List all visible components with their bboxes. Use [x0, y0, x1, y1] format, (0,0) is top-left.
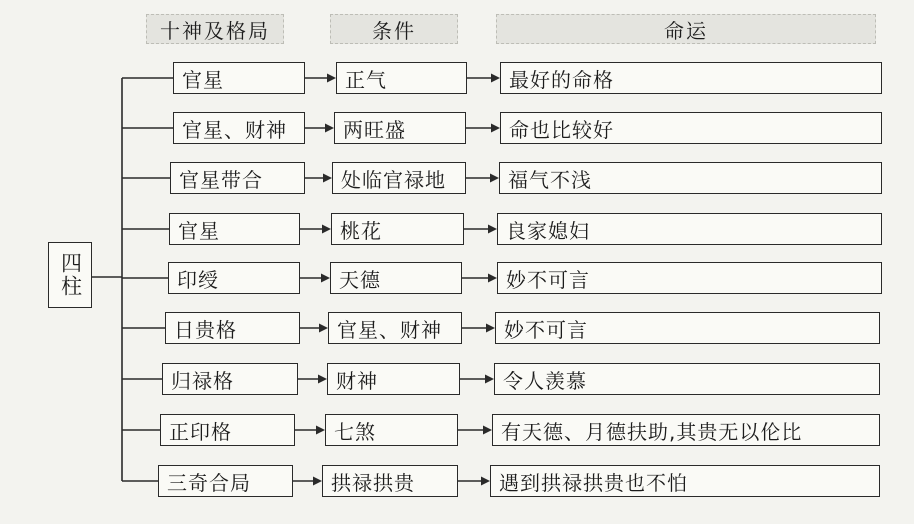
condition-box-5: 天德	[330, 262, 462, 294]
shishen-box-1: 官星	[173, 62, 305, 94]
arrow-head-b-7	[485, 375, 494, 384]
fate-box-9: 遇到拱禄拱贵也不怕	[490, 465, 880, 497]
fate-box-3: 福气不浅	[499, 162, 882, 194]
arrow-head-a-6	[319, 324, 328, 333]
shishen-box-7: 归禄格	[162, 363, 298, 395]
shishen-box-9: 三奇合局	[158, 465, 293, 497]
fate-box-7: 令人羡慕	[494, 363, 880, 395]
fate-box-4: 良家媳妇	[497, 213, 882, 245]
shishen-box-4: 官星	[169, 213, 300, 245]
arrow-head-b-3	[490, 174, 499, 183]
fate-box-8: 有天德、月德扶助,其贵无以伦比	[492, 414, 880, 446]
arrow-head-a-7	[318, 375, 327, 384]
condition-box-3: 处临官禄地	[332, 162, 466, 194]
condition-box-4: 桃花	[331, 213, 464, 245]
arrow-head-b-5	[488, 274, 497, 283]
arrow-head-b-4	[488, 225, 497, 234]
condition-box-7: 财神	[327, 363, 460, 395]
fate-box-2: 命也比较好	[500, 112, 882, 144]
arrow-head-b-2	[491, 124, 500, 133]
arrow-head-b-8	[483, 426, 492, 435]
arrow-head-a-8	[316, 426, 325, 435]
fate-box-1: 最好的命格	[500, 62, 882, 94]
root-node-sizhu: 四柱	[48, 242, 92, 308]
header-shishen: 十神及格局	[146, 14, 284, 44]
condition-box-6: 官星、财神	[328, 312, 462, 344]
header-fate: 命运	[496, 14, 876, 44]
shishen-box-8: 正印格	[160, 414, 295, 446]
shishen-box-5: 印绶	[168, 262, 300, 294]
arrow-head-b-6	[486, 324, 495, 333]
condition-box-1: 正气	[336, 62, 467, 94]
header-condition: 条件	[330, 14, 458, 44]
condition-box-2: 两旺盛	[334, 112, 466, 144]
arrow-head-a-4	[322, 225, 331, 234]
arrow-head-a-1	[327, 74, 336, 83]
fate-box-6: 妙不可言	[495, 312, 880, 344]
condition-box-9: 拱禄拱贵	[322, 465, 458, 497]
arrow-head-a-3	[323, 174, 332, 183]
arrow-head-a-5	[321, 274, 330, 283]
fate-box-5: 妙不可言	[497, 262, 882, 294]
arrow-head-b-1	[491, 74, 500, 83]
shishen-box-3: 官星带合	[170, 162, 305, 194]
shishen-box-2: 官星、财神	[173, 112, 305, 144]
shishen-box-6: 日贵格	[165, 312, 300, 344]
arrow-head-b-9	[481, 477, 490, 486]
condition-box-8: 七煞	[325, 414, 458, 446]
arrow-head-a-2	[325, 124, 334, 133]
arrow-head-a-9	[313, 477, 322, 486]
